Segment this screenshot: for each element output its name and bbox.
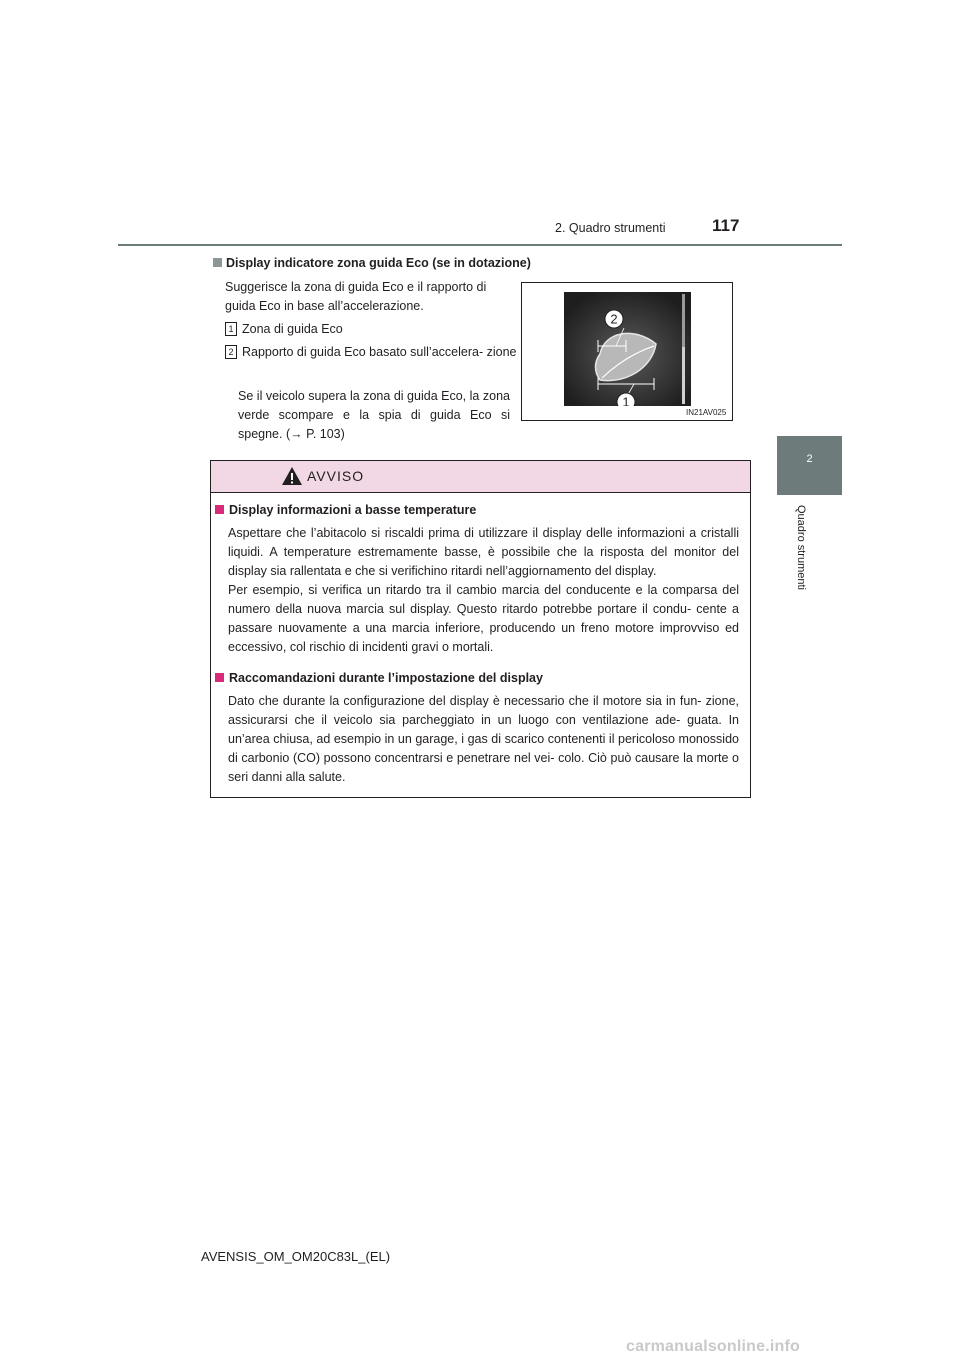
eco-item-text: Zona di guida Eco — [242, 322, 343, 336]
eco-item-1 — [225, 320, 510, 339]
warning-square-icon — [215, 505, 224, 514]
eco-display-illustration — [564, 292, 691, 406]
footer-code: AVENSIS_OM_OM20C83L_(EL) — [201, 1249, 391, 1264]
chapter-side-label: Quadro strumenti — [795, 505, 807, 590]
callout-1-label: 1 — [622, 394, 630, 406]
eco-item-text: Rapporto di guida Eco basato sull’accelera- zione — [242, 345, 517, 359]
warning-square-icon — [215, 673, 224, 682]
header-rule — [118, 244, 842, 246]
page-number: 117 — [712, 216, 740, 235]
chapter-tab — [777, 436, 842, 495]
warning-paragraph: Dato che durante la configurazione del display è necessario che il motore sia in fun- zione, assicurarsi che il veicolo sia parcheggiato in un luogo con ventilazione ade- guata. In un’area chiusa, ad esempio in un garage, i gas di scarico contenenti il pericoloso monossido di carbonio (CO) possono concentrarsi e penetrare nel vei- colo. Ciò può causare la morte o seri danni alla salute. — [228, 694, 739, 784]
warning-section-1-body — [228, 524, 739, 657]
number-box-icon: 2 — [225, 345, 237, 359]
warning-title: AVVISO — [307, 468, 365, 484]
section-title: 2. Quadro strumenti — [555, 221, 666, 235]
warning-triangle-icon — [281, 466, 303, 486]
warning-paragraph: Aspettare che l’abitacolo si riscaldi prima di utilizzare il display delle informazioni a cristalli liquidi. A temperature estremamente basse, è possibile che la risposta del monitor del display sia rallentata e che si verifichino ritardi nell’aggiornamento del display. — [228, 526, 739, 578]
eco-item-2 — [225, 343, 526, 362]
warning-heading-text: Raccomandazioni durante l’impostazione del display — [229, 671, 543, 685]
chapter-tab-number: 2 — [806, 453, 813, 465]
warning-section-2-heading — [215, 671, 543, 685]
watermark: carmanualsonline.info — [626, 1338, 801, 1355]
warning-section-2-body — [228, 692, 739, 787]
callout-2-label: 2 — [610, 311, 618, 327]
heading-square-icon — [213, 258, 222, 267]
eco-section-heading — [213, 256, 531, 270]
number-box-icon: 1 — [225, 322, 237, 336]
figure-code: IN21AV025 — [686, 408, 727, 417]
eco-intro: Suggerisce la zona di guida Eco e il rapporto di guida Eco in base all’accelerazione. — [225, 280, 487, 313]
eco-heading-text: Display indicatore zona guida Eco (se in dotazione) — [226, 256, 531, 270]
warning-heading-text: Display informazioni a basse temperature — [229, 503, 477, 517]
eco-note: Se il veicolo supera la zona di guida Eco, la zona verde scompare e la spia di guida Eco si spegne. (→ P. 103) — [238, 389, 510, 441]
warning-paragraph: Per esempio, si verifica un ritardo tra il cambio marcia del conducente e la comparsa del numero della nuova marcia sul display. Questo ritardo potrebbe portare il condu- cente a passare nuovamente a una marcia inferiore, producendo un freno motore improvviso ed eccessivo, col rischio di incidenti gravi o mortali. — [228, 583, 739, 654]
warning-section-1-heading — [215, 503, 476, 517]
